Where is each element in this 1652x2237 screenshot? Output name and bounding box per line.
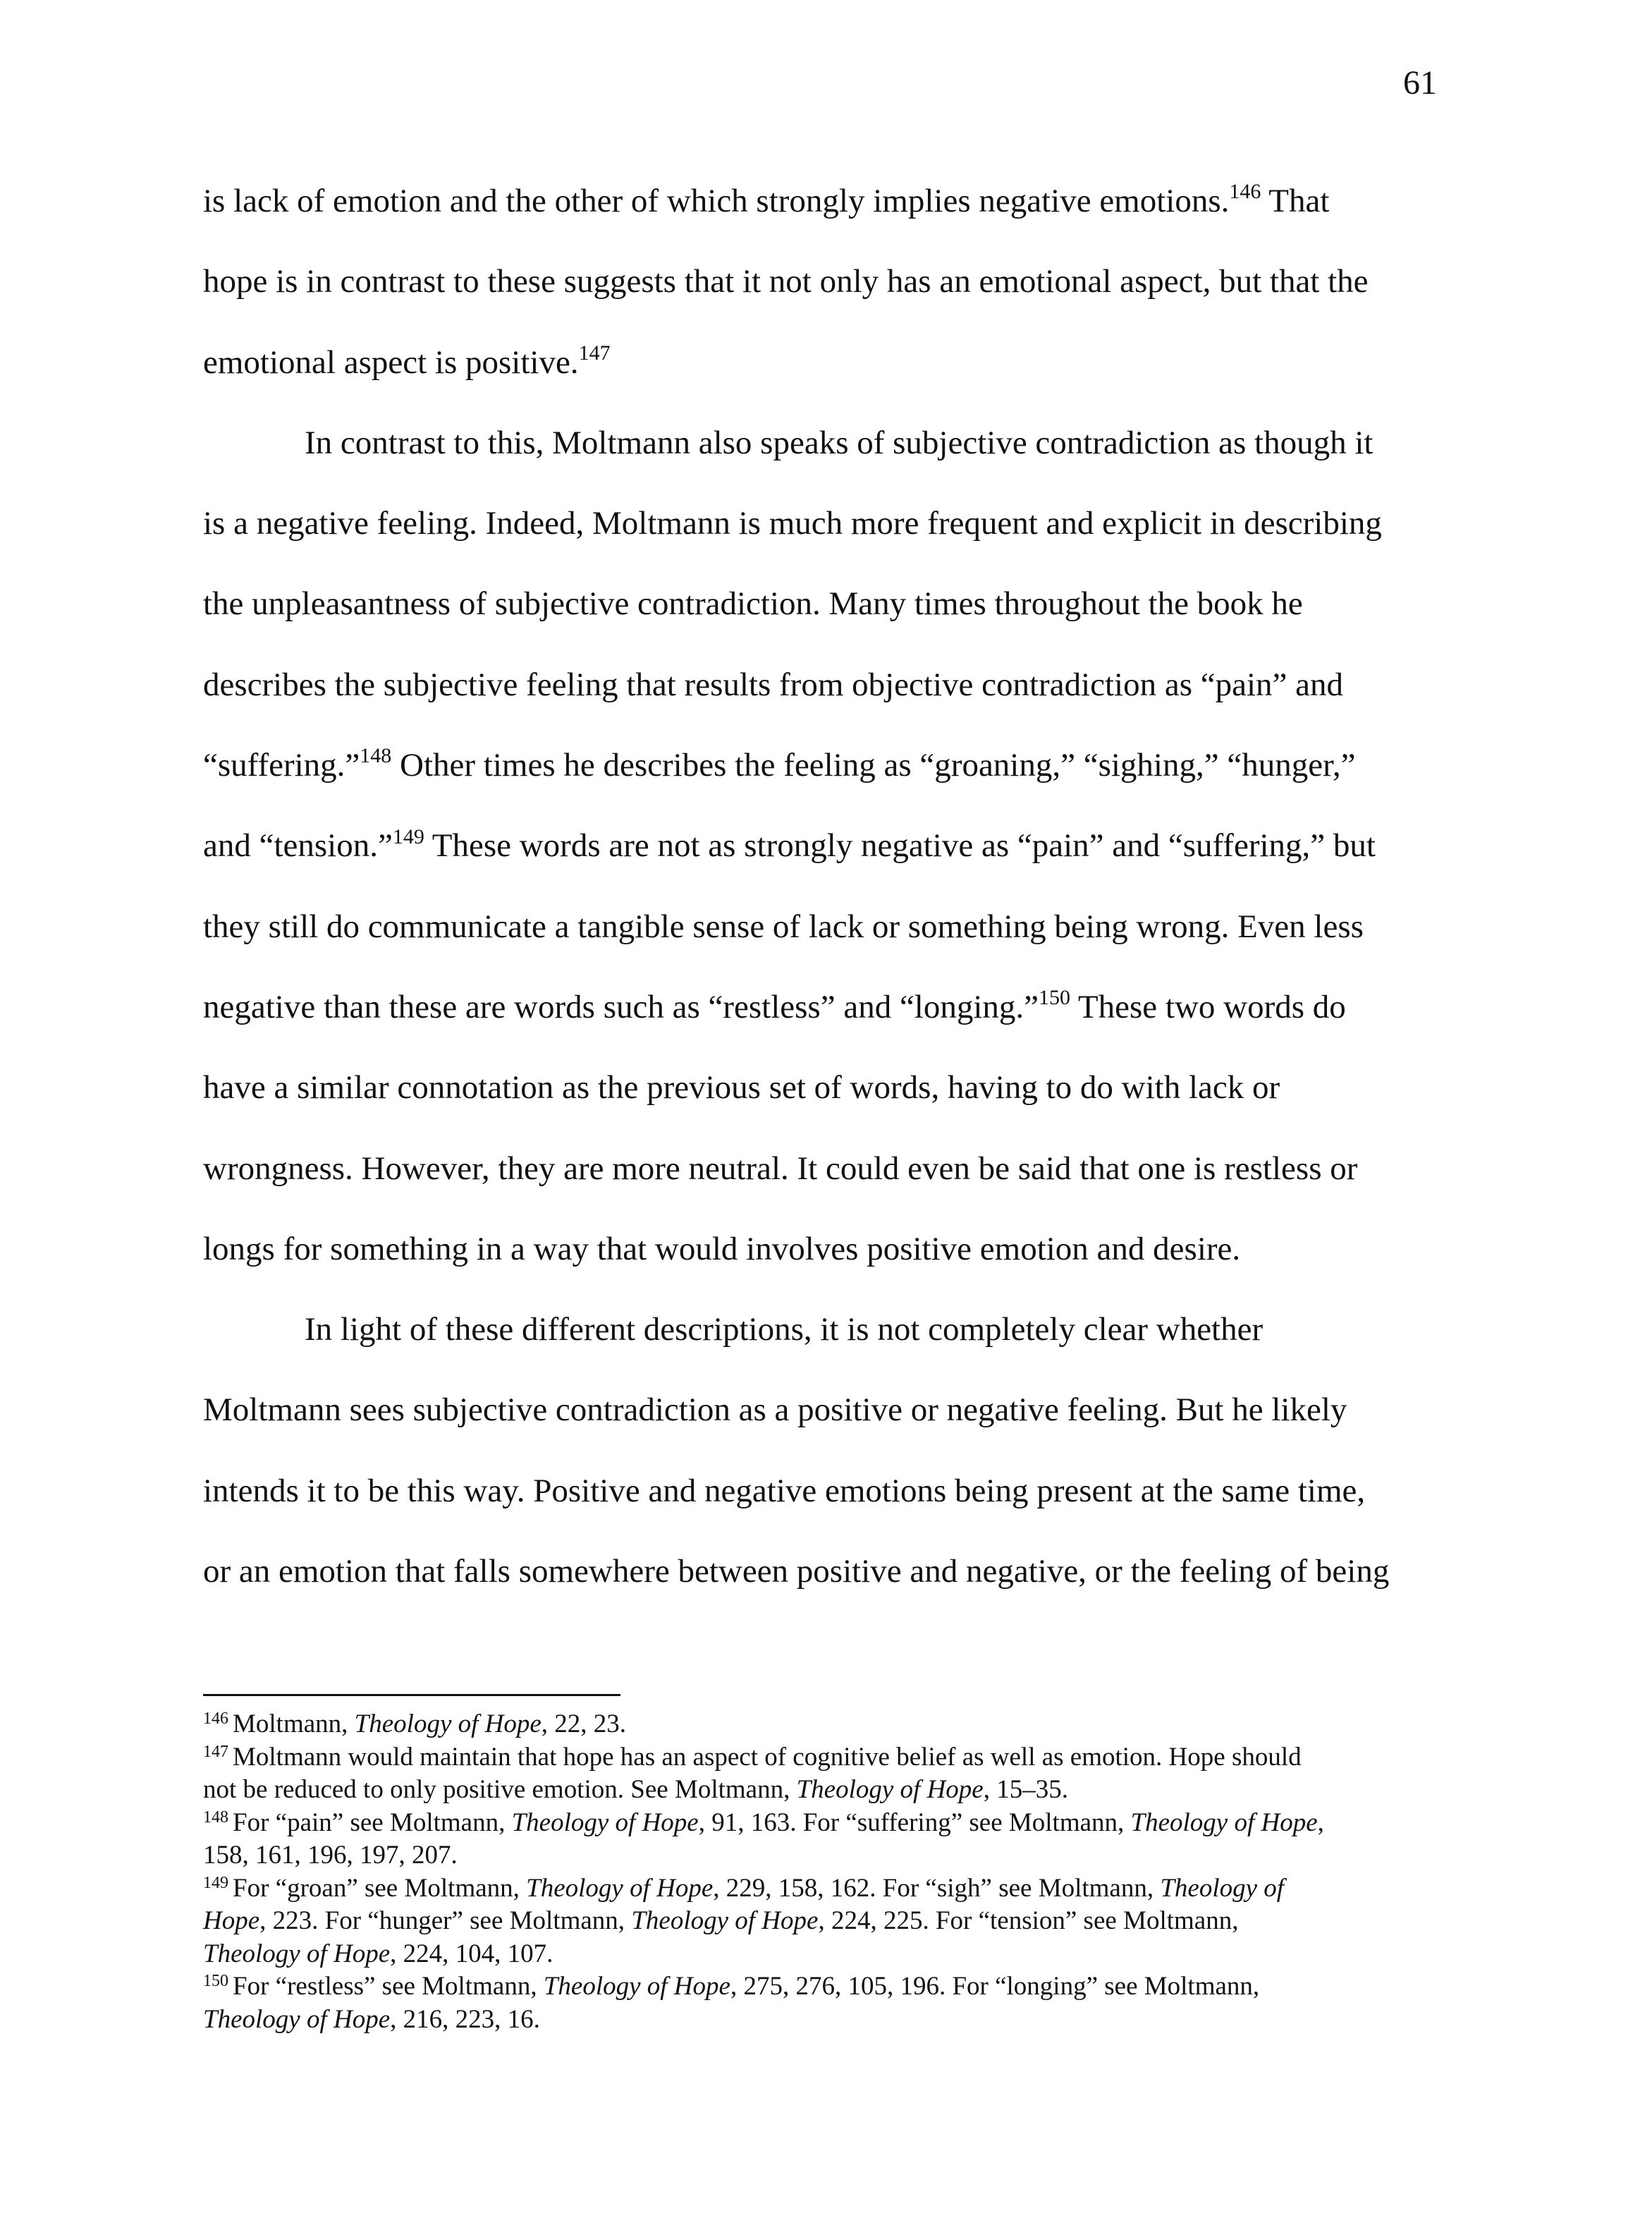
text-line: In contrast to this, Moltmann also speaks of subjective contradiction as though it bbox=[305, 424, 1373, 461]
footnote-number: 148 bbox=[203, 1808, 228, 1827]
page-number: 61 bbox=[1403, 64, 1437, 102]
footnote-148: $^{148}$ For “pain” see Moltmann, Theology of Hope, 91, 163. For “suffering” see Moltmann, Theology of Hope, bbox=[203, 1808, 1324, 1837]
footnotes bbox=[203, 1708, 1465, 2036]
text-line: is lack of emotion and the other of which strongly implies negative emotions.$^{146}$ That bbox=[203, 180, 1330, 219]
text-line: “suffering.”$^{148}$ Other times he describes the feeling as “groaning,” “sighing,” “hunger,” bbox=[203, 744, 1356, 784]
text-line: intends it to be this way. Positive and negative emotions being present at the same time, bbox=[203, 1472, 1366, 1509]
text-line: the unpleasantness of subjective contradiction. Many times throughout the book he bbox=[203, 585, 1303, 623]
footnote-149-cont: Theology of Hope, 224, 104, 107. bbox=[203, 1939, 553, 1968]
footnote-number: 149 bbox=[203, 1873, 228, 1892]
footnote-number: 147 bbox=[203, 1742, 228, 1761]
footnote-number: 146 bbox=[203, 1709, 228, 1728]
text-line: negative than these are words such as “restless” and “longing.”$^{150}$ These two words do bbox=[203, 986, 1346, 1025]
main-text bbox=[203, 161, 1458, 1611]
footnote-ref-147[interactable]: 147 bbox=[578, 341, 611, 365]
text-line: Moltmann sees subjective contradiction as a positive or negative feeling. But he likely bbox=[203, 1391, 1347, 1429]
text-line: or an emotion that falls somewhere between positive and negative, or the feeling of being bbox=[203, 1553, 1390, 1590]
footnote-150-cont: Theology of Hope, 216, 223, 16. bbox=[203, 2004, 540, 2034]
footnote-ref-148[interactable]: 148 bbox=[360, 744, 392, 768]
footnote-ref-149[interactable]: 149 bbox=[392, 824, 424, 848]
text-line: longs for something in a way that would involves positive emotion and desire. bbox=[203, 1230, 1241, 1267]
text-line: they still do communicate a tangible sense of lack or something being wrong. Even less bbox=[203, 908, 1364, 945]
footnote-147-cont: not be reduced to only positive emotion. See Moltmann, Theology of Hope, 15–35. bbox=[203, 1775, 1068, 1804]
footnote-150: $^{150}$ For “restless” see Moltmann, Theology of Hope, 275, 276, 105, 196. For “longing” see Moltmann, bbox=[203, 1972, 1260, 2001]
footnote-146: $^{146}$ Moltmann, Theology of Hope, 22, 23. bbox=[203, 1709, 627, 1738]
footnote-number: 150 bbox=[203, 1972, 228, 1990]
footnote-separator bbox=[203, 1694, 620, 1696]
footnote-149-cont: Hope, 223. For “hunger” see Moltmann, Theology of Hope, 224, 225. For “tension” see Moltmann, bbox=[203, 1906, 1239, 1935]
text-line: have a similar connotation as the previous set of words, having to do with lack or bbox=[203, 1069, 1280, 1107]
footnote-ref-150[interactable]: 150 bbox=[1039, 986, 1071, 1010]
text-line: wrongness. However, they are more neutral. It could even be said that one is restless or bbox=[203, 1150, 1358, 1187]
text-line: and “tension.”$^{149}$ These words are not as strongly negative as “pain” and “suffering,” but bbox=[203, 824, 1376, 865]
text-line: describes the subjective feeling that results from objective contradiction as “pain” and bbox=[203, 666, 1344, 703]
text-line: is a negative feeling. Indeed, Moltmann is much more frequent and explicit in describing bbox=[203, 505, 1382, 542]
text-line: hope is in contrast to these suggests that it not only has an emotional aspect, but that the bbox=[203, 263, 1369, 300]
footnote-147: $^{147}$ Moltmann would maintain that hope has an aspect of cognitive belief as well as emotion. Hope should bbox=[203, 1742, 1302, 1772]
footnote-ref-146[interactable]: 146 bbox=[1229, 180, 1261, 204]
footnote-149: $^{149}$ For “groan” see Moltmann, Theology of Hope, 229, 158, 162. For “sigh” see Moltmann, Theology of bbox=[203, 1873, 1285, 1903]
footnote-148-cont: 158, 161, 196, 197, 207. bbox=[203, 1841, 458, 1870]
text-line: emotional aspect is positive.$^{147}$ bbox=[203, 341, 611, 381]
text-line: In light of these different descriptions, it is not completely clear whether bbox=[305, 1311, 1264, 1348]
